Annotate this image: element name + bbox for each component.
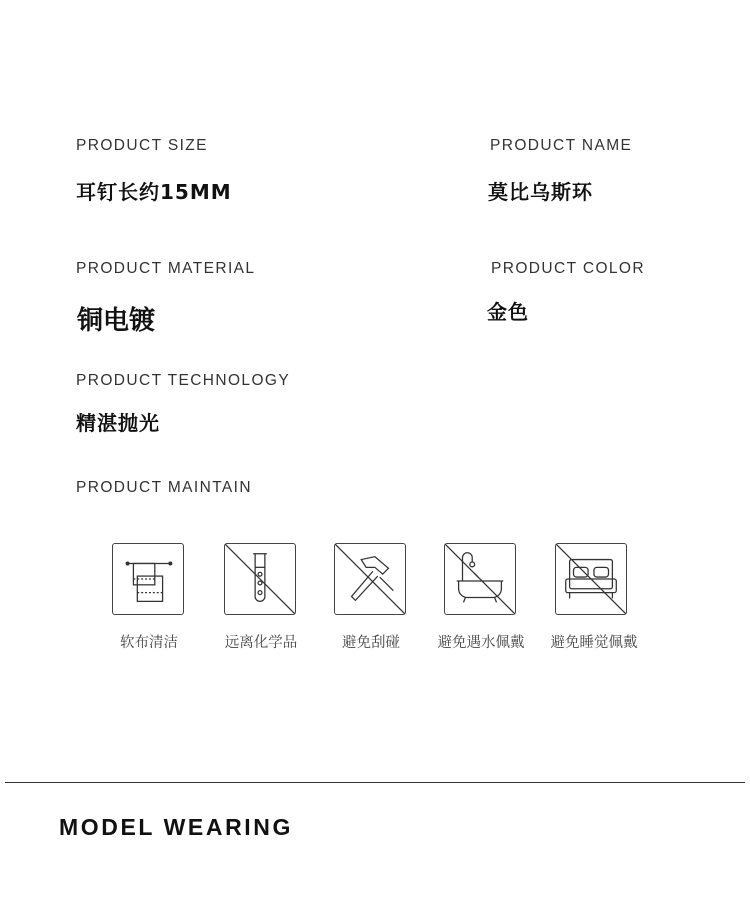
product-size-value: 耳钉长约15MM — [76, 180, 232, 204]
product-color-value: 金色 — [487, 300, 529, 324]
bathtub-crossed-icon — [444, 543, 516, 615]
product-size-label: PRODUCT SIZE — [76, 137, 208, 154]
product-technology-label: PRODUCT TECHNOLOGY — [76, 372, 291, 389]
test-tube-caption: 远离化学品 — [224, 635, 298, 651]
product-material-label: PRODUCT MATERIAL — [76, 260, 256, 277]
product-maintain-label: PRODUCT MAINTAIN — [76, 479, 252, 496]
bed-caption: 避免睡觉佩戴 — [550, 635, 638, 651]
product-name-value: 莫比乌斯环 — [488, 180, 593, 204]
towel-icon — [112, 543, 184, 615]
bathtub-caption: 避免遇水佩戴 — [437, 635, 525, 651]
product-color-label: PRODUCT COLOR — [491, 260, 645, 277]
model-wearing-title: MODEL WEARING — [59, 814, 293, 840]
test-tube-crossed-icon — [224, 543, 296, 615]
hammer-crossed-icon — [334, 543, 406, 615]
towel-caption: 软布清洁 — [120, 635, 178, 651]
section-divider — [5, 782, 745, 783]
hammer-caption: 避免刮碰 — [342, 635, 400, 651]
product-name-label: PRODUCT NAME — [490, 137, 633, 154]
product-material-value: 铜电镀 — [77, 306, 156, 336]
product-technology-value: 精湛抛光 — [76, 411, 160, 435]
bed-crossed-icon — [555, 543, 627, 615]
